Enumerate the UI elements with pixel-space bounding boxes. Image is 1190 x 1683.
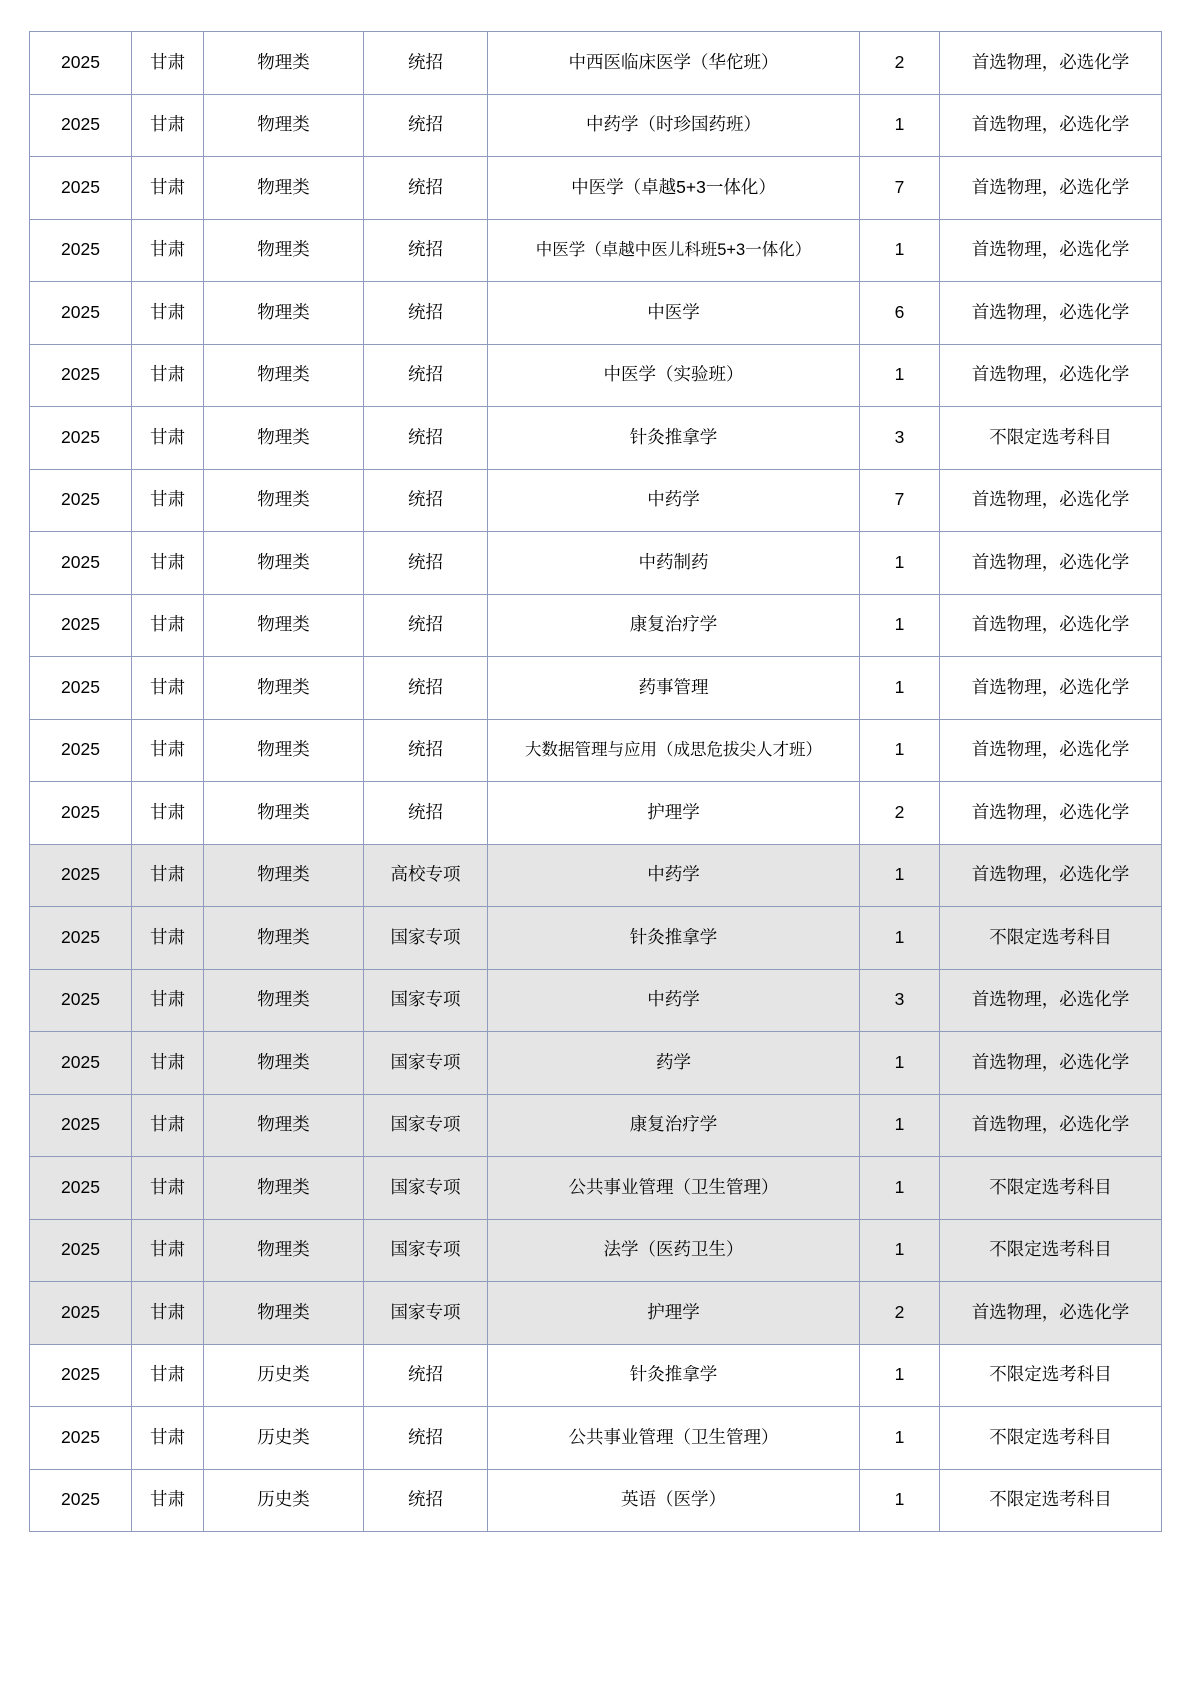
cell-province: 甘肃 (132, 1157, 204, 1220)
cell-enroll-type: 统招 (364, 407, 488, 470)
cell-category: 物理类 (204, 844, 364, 907)
cell-plan-count: 1 (860, 1157, 940, 1220)
cell-province: 甘肃 (132, 657, 204, 720)
cell-category: 物理类 (204, 594, 364, 657)
cell-major: 针灸推拿学 (488, 407, 860, 470)
cell-year: 2025 (30, 1094, 132, 1157)
cell-subject-requirement: 首选物理，必选化学 (940, 532, 1162, 595)
table-body (30, 32, 1162, 1532)
table-row (30, 219, 1162, 282)
cell-enroll-type: 国家专项 (364, 1219, 488, 1282)
table-row (30, 532, 1162, 595)
cell-enroll-type: 统招 (364, 1469, 488, 1532)
table-row (30, 344, 1162, 407)
cell-category: 物理类 (204, 1219, 364, 1282)
cell-enroll-type: 统招 (364, 282, 488, 345)
cell-province: 甘肃 (132, 844, 204, 907)
cell-province: 甘肃 (132, 1344, 204, 1407)
cell-province: 甘肃 (132, 344, 204, 407)
table-row (30, 94, 1162, 157)
cell-subject-requirement: 不限定选考科目 (940, 1469, 1162, 1532)
cell-year: 2025 (30, 1157, 132, 1220)
cell-major: 药事管理 (488, 657, 860, 720)
cell-subject-requirement: 首选物理，必选化学 (940, 219, 1162, 282)
cell-province: 甘肃 (132, 1094, 204, 1157)
cell-province: 甘肃 (132, 1032, 204, 1095)
table-row (30, 1157, 1162, 1220)
cell-category: 物理类 (204, 1282, 364, 1345)
table-row (30, 1032, 1162, 1095)
cell-year: 2025 (30, 969, 132, 1032)
cell-major: 针灸推拿学 (488, 1344, 860, 1407)
cell-enroll-type: 国家专项 (364, 1157, 488, 1220)
cell-enroll-type: 统招 (364, 32, 488, 95)
cell-province: 甘肃 (132, 94, 204, 157)
cell-year: 2025 (30, 719, 132, 782)
cell-plan-count: 7 (860, 157, 940, 220)
cell-enroll-type: 统招 (364, 94, 488, 157)
cell-year: 2025 (30, 844, 132, 907)
cell-category: 物理类 (204, 719, 364, 782)
cell-major: 中药学（时珍国药班） (488, 94, 860, 157)
cell-subject-requirement: 首选物理，必选化学 (940, 344, 1162, 407)
cell-subject-requirement: 首选物理，必选化学 (940, 157, 1162, 220)
cell-major: 康复治疗学 (488, 1094, 860, 1157)
cell-year: 2025 (30, 1219, 132, 1282)
cell-province: 甘肃 (132, 407, 204, 470)
table-row (30, 1407, 1162, 1470)
cell-province: 甘肃 (132, 32, 204, 95)
cell-enroll-type: 统招 (364, 657, 488, 720)
cell-subject-requirement: 首选物理，必选化学 (940, 282, 1162, 345)
cell-province: 甘肃 (132, 1407, 204, 1470)
cell-subject-requirement: 不限定选考科目 (940, 1219, 1162, 1282)
cell-plan-count: 1 (860, 94, 940, 157)
cell-enroll-type: 统招 (364, 532, 488, 595)
cell-year: 2025 (30, 469, 132, 532)
cell-category: 物理类 (204, 407, 364, 470)
cell-plan-count: 6 (860, 282, 940, 345)
cell-major: 护理学 (488, 1282, 860, 1345)
cell-province: 甘肃 (132, 1282, 204, 1345)
cell-year: 2025 (30, 594, 132, 657)
cell-enroll-type: 统招 (364, 344, 488, 407)
cell-plan-count: 1 (860, 1469, 940, 1532)
cell-category: 历史类 (204, 1469, 364, 1532)
cell-major: 英语（医学） (488, 1469, 860, 1532)
cell-plan-count: 1 (860, 532, 940, 595)
cell-province: 甘肃 (132, 282, 204, 345)
cell-province: 甘肃 (132, 594, 204, 657)
cell-major: 公共事业管理（卫生管理） (488, 1157, 860, 1220)
cell-subject-requirement: 首选物理，必选化学 (940, 969, 1162, 1032)
cell-category: 物理类 (204, 1157, 364, 1220)
cell-province: 甘肃 (132, 532, 204, 595)
cell-subject-requirement: 首选物理，必选化学 (940, 657, 1162, 720)
cell-major: 中药学 (488, 469, 860, 532)
cell-category: 物理类 (204, 219, 364, 282)
cell-year: 2025 (30, 1344, 132, 1407)
cell-major: 护理学 (488, 782, 860, 845)
cell-major: 中医学（卓越中医儿科班5+3一体化） (488, 219, 860, 282)
cell-major: 中药学 (488, 844, 860, 907)
cell-plan-count: 2 (860, 1282, 940, 1345)
cell-year: 2025 (30, 657, 132, 720)
cell-enroll-type: 统招 (364, 594, 488, 657)
cell-enroll-type: 国家专项 (364, 1282, 488, 1345)
cell-year: 2025 (30, 282, 132, 345)
table-row (30, 1094, 1162, 1157)
cell-enroll-type: 统招 (364, 157, 488, 220)
cell-enroll-type: 统招 (364, 782, 488, 845)
cell-category: 物理类 (204, 32, 364, 95)
cell-category: 物理类 (204, 469, 364, 532)
cell-year: 2025 (30, 157, 132, 220)
cell-enroll-type: 高校专项 (364, 844, 488, 907)
cell-enroll-type: 统招 (364, 219, 488, 282)
cell-category: 历史类 (204, 1407, 364, 1470)
cell-plan-count: 3 (860, 407, 940, 470)
cell-major: 中医学 (488, 282, 860, 345)
table-row (30, 719, 1162, 782)
cell-plan-count: 1 (860, 1094, 940, 1157)
cell-province: 甘肃 (132, 1219, 204, 1282)
table-row (30, 1469, 1162, 1532)
table-row (30, 657, 1162, 720)
cell-province: 甘肃 (132, 719, 204, 782)
cell-plan-count: 2 (860, 782, 940, 845)
table-row (30, 907, 1162, 970)
cell-plan-count: 1 (860, 1032, 940, 1095)
cell-year: 2025 (30, 94, 132, 157)
cell-plan-count: 3 (860, 969, 940, 1032)
table-row (30, 1282, 1162, 1345)
cell-province: 甘肃 (132, 1469, 204, 1532)
table-row (30, 844, 1162, 907)
cell-year: 2025 (30, 1032, 132, 1095)
cell-plan-count: 1 (860, 1407, 940, 1470)
cell-major: 中医学（卓越5+3一体化） (488, 157, 860, 220)
cell-province: 甘肃 (132, 219, 204, 282)
cell-category: 物理类 (204, 94, 364, 157)
cell-enroll-type: 国家专项 (364, 1032, 488, 1095)
cell-enroll-type: 统招 (364, 1407, 488, 1470)
table-row (30, 32, 1162, 95)
cell-major: 针灸推拿学 (488, 907, 860, 970)
cell-province: 甘肃 (132, 907, 204, 970)
cell-category: 物理类 (204, 157, 364, 220)
cell-enroll-type: 国家专项 (364, 969, 488, 1032)
cell-subject-requirement: 首选物理，必选化学 (940, 844, 1162, 907)
cell-year: 2025 (30, 219, 132, 282)
table-row (30, 594, 1162, 657)
cell-major: 中药学 (488, 969, 860, 1032)
cell-plan-count: 1 (860, 907, 940, 970)
cell-subject-requirement: 首选物理，必选化学 (940, 782, 1162, 845)
cell-subject-requirement: 首选物理，必选化学 (940, 594, 1162, 657)
cell-year: 2025 (30, 532, 132, 595)
cell-category: 物理类 (204, 1094, 364, 1157)
table-row (30, 1344, 1162, 1407)
cell-major: 中西医临床医学（华佗班） (488, 32, 860, 95)
cell-subject-requirement: 不限定选考科目 (940, 1407, 1162, 1470)
cell-major: 法学（医药卫生） (488, 1219, 860, 1282)
cell-subject-requirement: 首选物理，必选化学 (940, 1094, 1162, 1157)
cell-plan-count: 1 (860, 594, 940, 657)
cell-subject-requirement: 首选物理，必选化学 (940, 719, 1162, 782)
cell-category: 物理类 (204, 657, 364, 720)
cell-enroll-type: 国家专项 (364, 1094, 488, 1157)
table-row (30, 282, 1162, 345)
cell-category: 物理类 (204, 907, 364, 970)
table-row (30, 1219, 1162, 1282)
cell-enroll-type: 统招 (364, 469, 488, 532)
cell-year: 2025 (30, 907, 132, 970)
cell-year: 2025 (30, 1469, 132, 1532)
cell-enroll-type: 国家专项 (364, 907, 488, 970)
cell-enroll-type: 统招 (364, 1344, 488, 1407)
cell-subject-requirement: 不限定选考科目 (940, 907, 1162, 970)
cell-plan-count: 1 (860, 1344, 940, 1407)
cell-major: 大数据管理与应用（成思危拔尖人才班） (488, 719, 860, 782)
cell-year: 2025 (30, 1282, 132, 1345)
cell-category: 物理类 (204, 532, 364, 595)
cell-major: 公共事业管理（卫生管理） (488, 1407, 860, 1470)
cell-subject-requirement: 首选物理，必选化学 (940, 1032, 1162, 1095)
cell-plan-count: 2 (860, 32, 940, 95)
cell-province: 甘肃 (132, 782, 204, 845)
cell-province: 甘肃 (132, 969, 204, 1032)
cell-year: 2025 (30, 344, 132, 407)
cell-category: 物理类 (204, 969, 364, 1032)
cell-enroll-type: 统招 (364, 719, 488, 782)
cell-plan-count: 1 (860, 219, 940, 282)
cell-subject-requirement: 不限定选考科目 (940, 1344, 1162, 1407)
cell-plan-count: 1 (860, 844, 940, 907)
cell-plan-count: 1 (860, 719, 940, 782)
cell-subject-requirement: 不限定选考科目 (940, 1157, 1162, 1220)
table-row (30, 407, 1162, 470)
cell-major: 中药制药 (488, 532, 860, 595)
cell-category: 物理类 (204, 1032, 364, 1095)
cell-subject-requirement: 首选物理，必选化学 (940, 1282, 1162, 1345)
cell-subject-requirement: 首选物理，必选化学 (940, 94, 1162, 157)
cell-major: 康复治疗学 (488, 594, 860, 657)
cell-plan-count: 1 (860, 344, 940, 407)
cell-plan-count: 1 (860, 657, 940, 720)
table-row (30, 157, 1162, 220)
cell-plan-count: 7 (860, 469, 940, 532)
cell-subject-requirement: 不限定选考科目 (940, 407, 1162, 470)
table-row (30, 969, 1162, 1032)
table-row (30, 782, 1162, 845)
cell-major: 药学 (488, 1032, 860, 1095)
cell-category: 历史类 (204, 1344, 364, 1407)
cell-year: 2025 (30, 1407, 132, 1470)
table-row (30, 469, 1162, 532)
cell-subject-requirement: 首选物理，必选化学 (940, 469, 1162, 532)
cell-subject-requirement: 首选物理，必选化学 (940, 32, 1162, 95)
cell-year: 2025 (30, 32, 132, 95)
cell-year: 2025 (30, 407, 132, 470)
cell-category: 物理类 (204, 282, 364, 345)
cell-year: 2025 (30, 782, 132, 845)
cell-category: 物理类 (204, 344, 364, 407)
cell-province: 甘肃 (132, 157, 204, 220)
cell-category: 物理类 (204, 782, 364, 845)
cell-province: 甘肃 (132, 469, 204, 532)
cell-plan-count: 1 (860, 1219, 940, 1282)
cell-major: 中医学（实验班） (488, 344, 860, 407)
enrollment-plan-table (29, 31, 1162, 1532)
